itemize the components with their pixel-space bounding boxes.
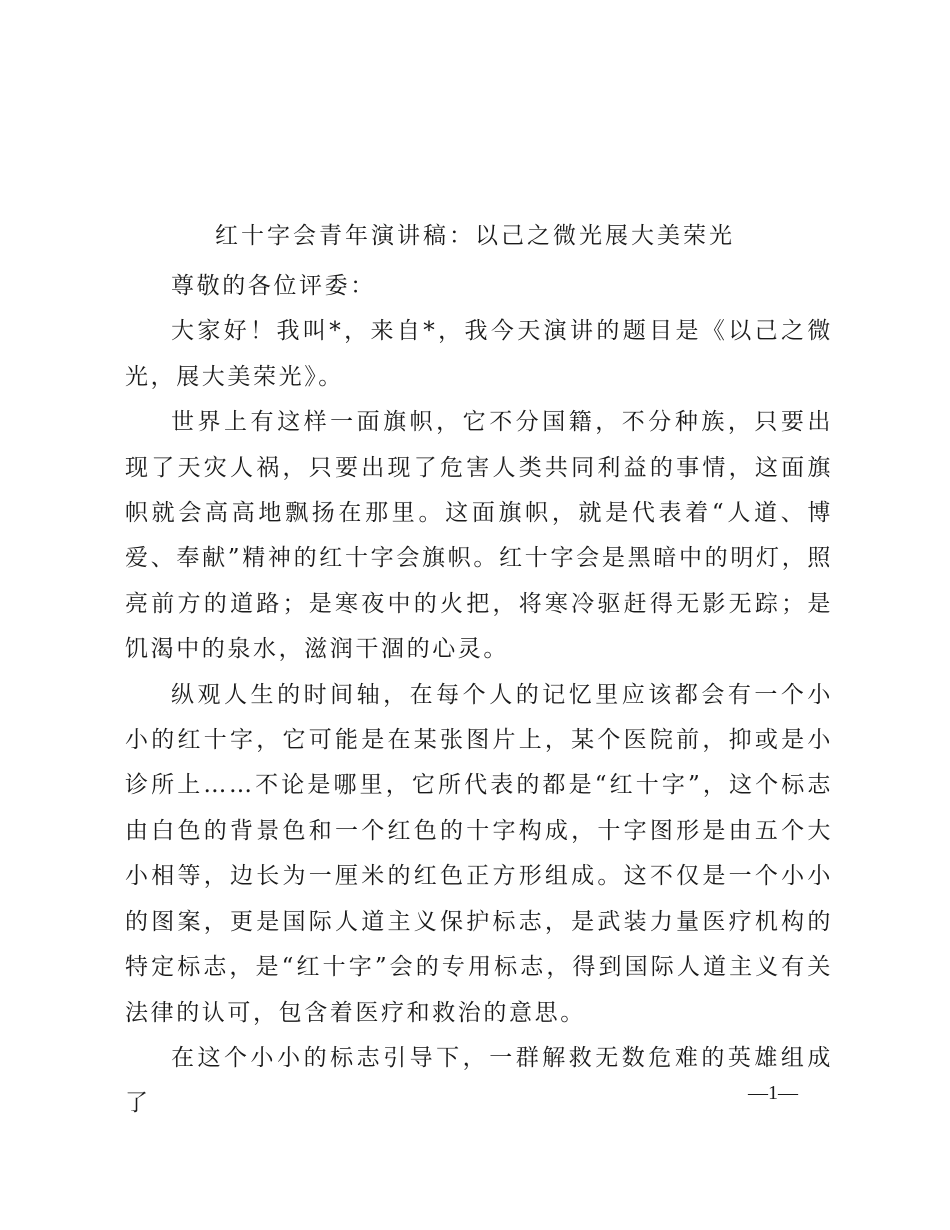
flag-paragraph: 世界上有这样一面旗帜，它不分国籍，不分种族，只要出现了天灾人祸，只要出现了危害人类共同利益的事情，这面旗帜就会高高地飘扬在那里。这面旗帜，就是代表着“人道、博爱、奉献”精神的红十字会旗帜。红十字会是黑暗中的明灯，照亮前方的道路；是寒夜中的火把，将寒冷驱赶得无影无踪；是饥渴中的泉水，滋润干涸的心灵。 — [125, 409, 833, 663]
salutation-paragraph: 尊敬的各位评委： — [171, 273, 376, 299]
heroes-paragraph: 在这个小小的标志引导下，一群解救无数危难的英雄组成了 — [125, 1044, 833, 1117]
intro-paragraph: 大家好！我叫*，来自*，我今天演讲的题目是《以己之微光，展大美荣光》。 — [125, 318, 833, 390]
document-title: 红十字会青年演讲稿：以己之微光展大美荣光 — [215, 223, 735, 249]
page-number: —1— — [748, 1082, 798, 1104]
red-cross-symbol-paragraph: 纵观人生的时间轴，在每个人的记忆里应该都会有一个小小的红十字，它可能是在某张图片上，某个医院前，抑或是小诊所上……不论是哪里，它所代表的都是“红十字”，这个标志由白色的背景色和一个红色的十字构成，十字图形是由五个大小相等，边长为一厘米的红色正方形组成。这不仅是一个小小的图案，更是国际人道主义保护标志，是武装力量医疗机构的特定标志，是“红十字”会的专用标志，得到国际人道主义有关法律的认可，包含着医疗和救治的意思。 — [125, 681, 833, 1026]
document-body — [125, 264, 833, 1127]
